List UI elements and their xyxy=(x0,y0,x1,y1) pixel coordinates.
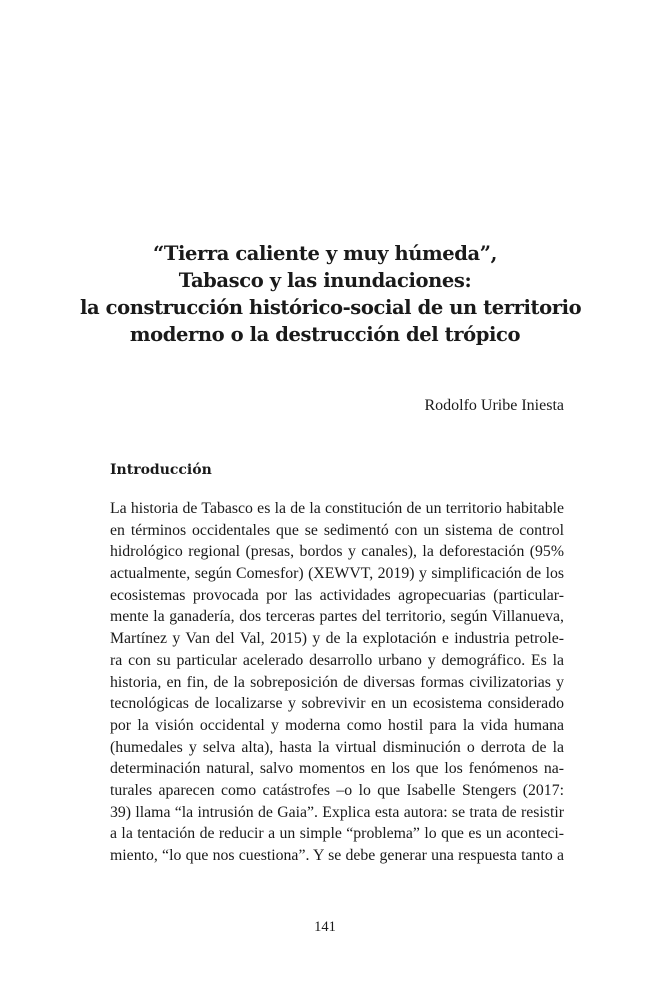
body-line: ecosistemas provocada por las actividades agropecuarias (particular- xyxy=(110,586,564,604)
body-line: determinación natural, salvo momentos en los que los fenómenos na- xyxy=(110,760,564,778)
page-number: 141 xyxy=(314,919,336,935)
body-line: tecnológicas de localizarse y sobrevivir en un ecosistema considerado xyxy=(110,695,564,713)
title-line: “Tierra caliente y muy húmeda”, xyxy=(153,242,497,265)
body-line: a la tentación de reducir a un simple “problema” lo que es un aconteci- xyxy=(110,825,564,843)
title-line: la construcción histórico-social de un territorio xyxy=(80,296,582,319)
body-line: (humedales y selva alta), hasta la virtual disminución o derrota de la xyxy=(110,738,564,756)
body-line: en términos occidentales que se sedimentó con un sistema de control xyxy=(110,521,564,539)
body-line: hidrológico regional (presas, bordos y canales), la deforestación (95% xyxy=(110,543,564,561)
section-heading: Introducción xyxy=(110,462,212,478)
body-line: Martínez y Van del Val, 2015) y de la explotación e industria petrole- xyxy=(110,630,564,648)
body-line: turales aparecen como catástrofes –o lo que Isabelle Stengers (2017: xyxy=(110,781,564,799)
title-line: moderno o la destrucción del trópico xyxy=(129,323,521,346)
body-line: historia, en fin, de la sobreposición de diversas formas civilizatorias y xyxy=(110,673,564,691)
body-line: por la visión occidental y moderna como hostil para la vida humana xyxy=(110,716,564,734)
body-paragraph xyxy=(110,498,564,867)
author-name: Rodolfo Uribe Iniesta xyxy=(424,397,564,414)
body-line: miento, “lo que nos cuestiona”. Y se debe generar una respuesta tanto a xyxy=(110,847,564,864)
body-line: La historia de Tabasco es la de la constitución de un territorio habitable xyxy=(110,500,564,517)
body-line: mente la ganadería, dos terceras partes del territorio, según Villanueva, xyxy=(110,608,564,626)
chapter-title xyxy=(80,240,582,348)
title-line: Tabasco y las inundaciones: xyxy=(178,269,472,292)
body-line: 39) llama “la intrusión de Gaia”. Explica esta autora: se trata de resistir xyxy=(110,803,564,821)
body-line: ra con su particular acelerado desarrollo urbano y demográfico. Es la xyxy=(110,651,564,669)
body-line: actualmente, según Comesfor) (XEWVT, 2019) y simplificación de los xyxy=(110,565,564,583)
